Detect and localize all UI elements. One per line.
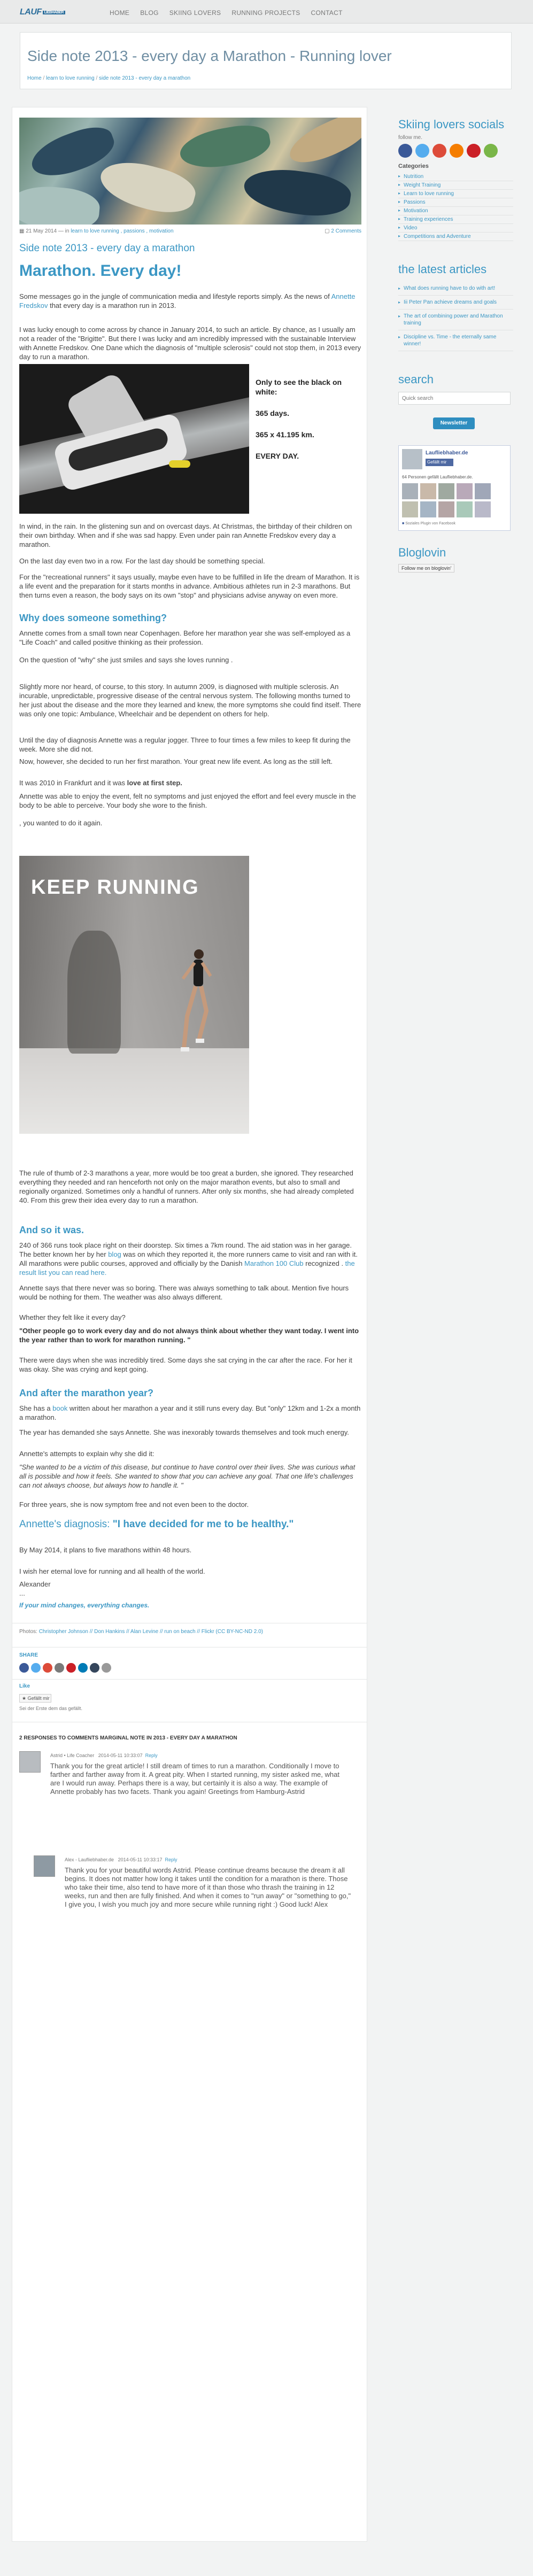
post-meta: ▦ 21 May 2014 — in learn to love running , passions , motivation ▢ 2 Comments — [19, 228, 361, 234]
bloglovin-icon[interactable] — [450, 144, 464, 158]
social-icons — [398, 144, 513, 158]
running-shoe-image — [19, 364, 249, 514]
share-label: SHARE — [19, 1652, 38, 1658]
heading-diagnosis: Annette's diagnosis: "I have decided for me to be healthy." — [19, 1519, 294, 1530]
comment-2 — [34, 1855, 361, 1973]
follow-label: follow me. — [398, 135, 423, 141]
main-content — [12, 107, 367, 2542]
link-book[interactable]: book — [52, 1404, 68, 1412]
site-logo[interactable]: LAUF LIEBHABER — [20, 7, 65, 17]
like-note: Sei der Erste dem das gefällt. — [19, 1706, 83, 1711]
article-headline: Marathon. Every day! — [19, 262, 182, 280]
paragraph-18: There were days when she was incredibly tired. Some days she sat crying in the car after the race. For her it was okay. She was crying and kept going. — [19, 1356, 352, 1373]
paragraph-10: Now, however, she decided to run her first marathon. Your great new life event. As long as the still left. — [19, 757, 333, 765]
paragraph-2: I was lucky enough to come across by chance in January 2014, to such an article. By chance, as I usually am not a reader of the "Brigitte". But there I was lucky and am incredibly impressed with the sustainable Interview with Annette Fredskov. One Dane which the diagnosis of "multiple sclerosis" could not stop them, in 2013 every day to run a marathon. — [19, 326, 361, 361]
search-title: search — [398, 373, 434, 386]
rss-icon[interactable] — [484, 144, 498, 158]
paragraph-3: In wind, in the rain. In the glistening sun and on overcast days. At Christmas, the birthday of their children on their own birthday. When and if she was sad happy. Even under pain ran Annette Fredskov every day a marathon. — [19, 522, 352, 548]
latest-articles — [398, 282, 513, 351]
categories-title: Categories — [398, 163, 429, 169]
heading-so-it-was: And so it was. — [19, 1225, 84, 1235]
facebook-icon: ■ — [402, 522, 406, 525]
comment-text: Thank you for your beautiful words Astrid. Please continue dreams because the dream it all begins. It does not matter how long it takes until the condition for a marathon is there. Those who take their time, also tend to have more of it than those who thrash the training in 12 weeks, run and then are fully finished. And when it comes to "run away" or "something to go," I give you, I wish you much joy and more secure while running right :) Good luck! Alex — [65, 1866, 351, 1908]
breadcrumb-home[interactable]: Home — [27, 75, 42, 81]
fb-plugin-note: ■ Soziales Plugin von Facebook — [402, 522, 455, 525]
article-subtitle: Side note 2013 - every day a marathon — [19, 243, 195, 254]
fb-like-button[interactable]: Gefällt mir — [426, 459, 453, 466]
ellipsis: ... — [19, 1589, 25, 1597]
top-bar — [0, 0, 533, 24]
comments-link[interactable]: 2 Comments — [331, 228, 361, 234]
italic-quote: "She wanted to be a victim of this disease, but continue to have control over their lives. She was curious what all is possible and how it feels. She wanted to show that you can achieve any goal. That one life's challenges can not always choose, but always how to handle it. " — [19, 1463, 356, 1489]
heading-why: Why does someone something? — [19, 613, 167, 623]
nav-running-projects[interactable]: RUNNING PROJECTS — [231, 9, 300, 17]
newsletter-button[interactable]: Newsletter — [433, 417, 475, 429]
breadcrumb-category[interactable]: learn to love running — [46, 75, 95, 81]
paragraph-17: Whether they felt like it every day? — [19, 1313, 126, 1321]
paragraph-15: 240 of 366 runs took place right on their doorstep. Six times a 7km round. The aid station was in her garage. The better known her by her blog was on which they reported it, the more runners came to visit and ran with it. All marathons were public courses, approved and officially by the Danish Marathon 100 Club recognized . the result list you can read here. — [19, 1241, 358, 1277]
link-result-list[interactable]: the result list you can read here. — [19, 1259, 355, 1277]
paragraph-7: On the question of "why" she just smiles and says she loves running . — [19, 656, 233, 664]
breadcrumb: Home / learn to love running / side note 2013 - every day a marathon — [27, 75, 191, 81]
category-item[interactable]: ▸ Competitions and Adventure — [398, 233, 513, 241]
category-item[interactable]: ▸ Learn to love running — [398, 190, 513, 198]
keep-running-text: KEEP RUNNING — [31, 876, 199, 899]
calendar-icon: ▦ — [19, 228, 26, 234]
tumblr-share-icon[interactable] — [90, 1663, 99, 1673]
category-item[interactable]: ▸ Training experiences — [398, 215, 513, 224]
social-title: Skiing lovers socials — [398, 118, 505, 131]
like-button[interactable]: ★ Gefällt mir — [19, 1694, 51, 1703]
paragraph-16: Annette says that there never was so boring. There was always something to talk about. Mention five hours would be nothing for them. The weather was also always different. — [19, 1284, 349, 1301]
category-item[interactable]: ▸ Passions — [398, 198, 513, 207]
paragraph-8: Slightly more nor heard, of course, to this story. In autumn 2009, is diagnosed with multiple sclerosis. An incurable, unpredictable, progressive disease of the central nervous system. The following months turned to her just about the disease and the more they learned and knew, the more symptoms she could find itself. There was only one topic: Ambulance, Wheelchair and be dependent on others for help. — [19, 683, 361, 718]
main-nav — [110, 9, 343, 17]
facebook-like-box — [398, 445, 511, 531]
reply-link[interactable]: Reply — [165, 1857, 177, 1862]
quote-bold: "Other people go to work every day and do not always think about whether they want today. I went into the year rather than to work for marathon running. " — [19, 1327, 359, 1344]
latest-article-link[interactable]: ▸ The art of combining power and Marathon training — [398, 310, 513, 330]
nav-skiing-lovers[interactable]: SKIING LOVERS — [169, 9, 221, 17]
signature: Alexander — [19, 1580, 51, 1588]
nav-blog[interactable]: BLOG — [140, 9, 159, 17]
slogan: If your mind changes, everything changes. — [19, 1602, 150, 1609]
paragraph-5: For the "recreational runners" it says usually, maybe even have to be fulfilled in life the dream of Marathon. It is a life event and the preparation for it starts months in advance. Ambitious athletes run in 2-3 marathons. But then turns even a reason, the body says on its own "stop" and physicians advise anyway on even more. — [19, 573, 360, 599]
category-item[interactable]: ▸ Nutrition — [398, 173, 513, 181]
fb-page-avatar — [402, 449, 422, 469]
email-share-icon[interactable] — [55, 1663, 64, 1673]
side-note-line-2: 365 days. — [256, 409, 290, 417]
link-annette-fredskov[interactable]: Annette Fredskov — [19, 292, 356, 310]
paragraph-19: She has a book written about her marathon a year and it still runs every day. But "only" 12km and 1-2x a month a marathon. — [19, 1404, 361, 1421]
latest-article-link[interactable]: ▸ Iii Peter Pan achieve dreams and goals — [398, 296, 513, 310]
search-input[interactable] — [398, 392, 511, 405]
latest-article-link[interactable]: ▸ Discipline vs. Time - the eternally same winner! — [398, 330, 513, 351]
paragraph-6: Annette comes from a small town near Copenhagen. Before her marathon year she was self-employed as a "Life Coach" and called positive thinking as their profession. — [19, 629, 351, 646]
post-date: 21 May 2014 — [26, 228, 57, 234]
categories-list — [398, 173, 513, 241]
comment-icon: ▢ — [325, 228, 331, 234]
side-note-line-4: EVERY DAY. — [256, 452, 299, 460]
share-buttons — [19, 1663, 111, 1673]
paragraph-23: By May 2014, it plans to five marathons within 48 hours. — [19, 1546, 192, 1554]
comment-text: Thank you for the great article! I still dream of times to run a marathon. Conditionally I move to farther and farther away from it. A great pity. When I started running, my sister asked me, what are I would run away. Perhaps there is a way, but certainly it is also a way. The example of Annette probably has two facets. Thank you again! Greetings from Hamburg-Astrid — [50, 1762, 339, 1796]
photo-credits-links[interactable]: Christopher Johnson // Don Hankins // Alan Levine // run on beach // Flickr (CC BY-NC-ND 2.0) — [38, 1629, 263, 1635]
facebook-share-icon[interactable] — [19, 1663, 29, 1673]
runner-figure — [180, 947, 212, 1059]
paragraph-4: On the last day even two in a row. For the last day should be something special. — [19, 557, 265, 565]
star-icon: ★ — [22, 1696, 28, 1701]
nav-home[interactable]: HOME — [110, 9, 130, 17]
side-note-box — [256, 377, 361, 461]
paragraph-13: , you wanted to do it again. — [19, 819, 103, 827]
fb-like-count: 64 Personen gefällt Laufliebhaber.de. — [402, 475, 473, 479]
sidebar — [398, 118, 513, 573]
fb-fan-avatars — [402, 483, 491, 499]
avatar — [34, 1855, 55, 1877]
photo-credits: Photos: Christopher Johnson // Don Hankins // Alan Levine // run on beach // Flickr (CC BY-NC-ND 2.0) — [19, 1629, 263, 1635]
comments-heading: 2 RESPONSES TO COMMENTS MARGINAL NOTE IN 2013 - EVERY DAY A MARATHON — [19, 1735, 237, 1741]
page-title-bar — [20, 32, 512, 89]
avatar — [19, 1751, 41, 1773]
latest-title: the latest articles — [398, 262, 487, 276]
hero-image-shoes — [19, 118, 361, 225]
comment-author: Astrid • Life Coacher — [50, 1753, 95, 1758]
category-item[interactable]: ▸ Weight Training — [398, 181, 513, 190]
comment-author: Alex - Laufliebhaber.de — [65, 1857, 114, 1862]
comment-1 — [19, 1751, 361, 1821]
paragraph-1: Some messages go in the jungle of communication media and lifestyle reports simply. As the news of Annette Fredskov that every day is a marathon run in 2013. — [19, 292, 356, 310]
paragraph-11: It was 2010 in Frankfurt and it was love at first step. — [19, 779, 182, 787]
like-label: Like — [19, 1683, 30, 1689]
paragraph-20: The year has demanded she says Annette. She was inexorably towards themselves and took much energy. — [19, 1428, 349, 1436]
side-note-line-3: 365 x 41.195 km. — [256, 430, 314, 439]
paragraph-14: The rule of thumb of 2-3 marathons a year, more would be too great a burden, she ignored. They researched everything they needed and ran henceforth not only on the major marathon events, but also to small and regionally organized. Sometimes only a handful of runners. After only six months, she had already completed 40. From this grew their idea every day to run a marathon. — [19, 1169, 354, 1204]
link-blog[interactable]: blog — [108, 1250, 121, 1258]
reply-link[interactable]: Reply — [145, 1753, 158, 1758]
page-title: Side note 2013 - every day a Marathon - Running lover — [27, 48, 392, 64]
pinterest-icon[interactable] — [467, 144, 481, 158]
side-note-line-1: Only to see the black on white: — [256, 378, 342, 396]
twitter-share-icon[interactable] — [31, 1663, 41, 1673]
google-plus-icon[interactable] — [432, 144, 446, 158]
linkedin-share-icon[interactable] — [78, 1663, 88, 1673]
paragraph-21: Annette's attempts to explain why she did it: — [19, 1450, 155, 1458]
post-categories[interactable]: learn to love running , passions , motivation — [71, 228, 174, 234]
nav-contact[interactable]: CONTACT — [311, 9, 343, 17]
fb-page-name[interactable]: Laufliebhaber.de — [426, 450, 468, 456]
keep-running-image — [19, 856, 249, 1134]
category-item[interactable]: ▸ Video — [398, 224, 513, 233]
paragraph-9: Until the day of diagnosis Annette was a regular jogger. Three to four times a few miles to keep fit during the week. More she did not. — [19, 736, 351, 753]
comment-date: 2014-05-11 10:33:07 — [98, 1753, 143, 1758]
twitter-icon[interactable] — [415, 144, 429, 158]
fb-fan-avatars-row2 — [402, 501, 491, 517]
category-item[interactable]: ▸ Motivation — [398, 207, 513, 215]
google-plus-share-icon[interactable] — [43, 1663, 52, 1673]
paragraph-24: I wish her eternal love for running and all health of the world. — [19, 1567, 205, 1575]
facebook-icon[interactable] — [398, 144, 412, 158]
more-share-icon[interactable] — [102, 1663, 111, 1673]
paragraph-12: Annette was able to enjoy the event, felt no symptoms and just enjoyed the effort and feel every muscle in the body to be able to perceive. Your body she wore to the finish. — [19, 792, 356, 809]
link-marathon-100-club[interactable]: Marathon 100 Club — [244, 1259, 304, 1267]
breadcrumb-current: side note 2013 - every day a marathon — [99, 75, 191, 81]
latest-article-link[interactable]: ▸ What does running have to do with art! — [398, 282, 513, 296]
comment-date: 2014-05-11 10:33:17 — [118, 1857, 163, 1862]
bloglovin-title: Bloglovin — [398, 546, 446, 559]
pinterest-share-icon[interactable] — [66, 1663, 76, 1673]
paragraph-22: For three years, she is now symptom free and not even been to the doctor. — [19, 1500, 249, 1509]
heading-after: And after the marathon year? — [19, 1388, 154, 1398]
bloglovin-follow-button[interactable]: Follow me on bloglovin' — [398, 564, 454, 573]
